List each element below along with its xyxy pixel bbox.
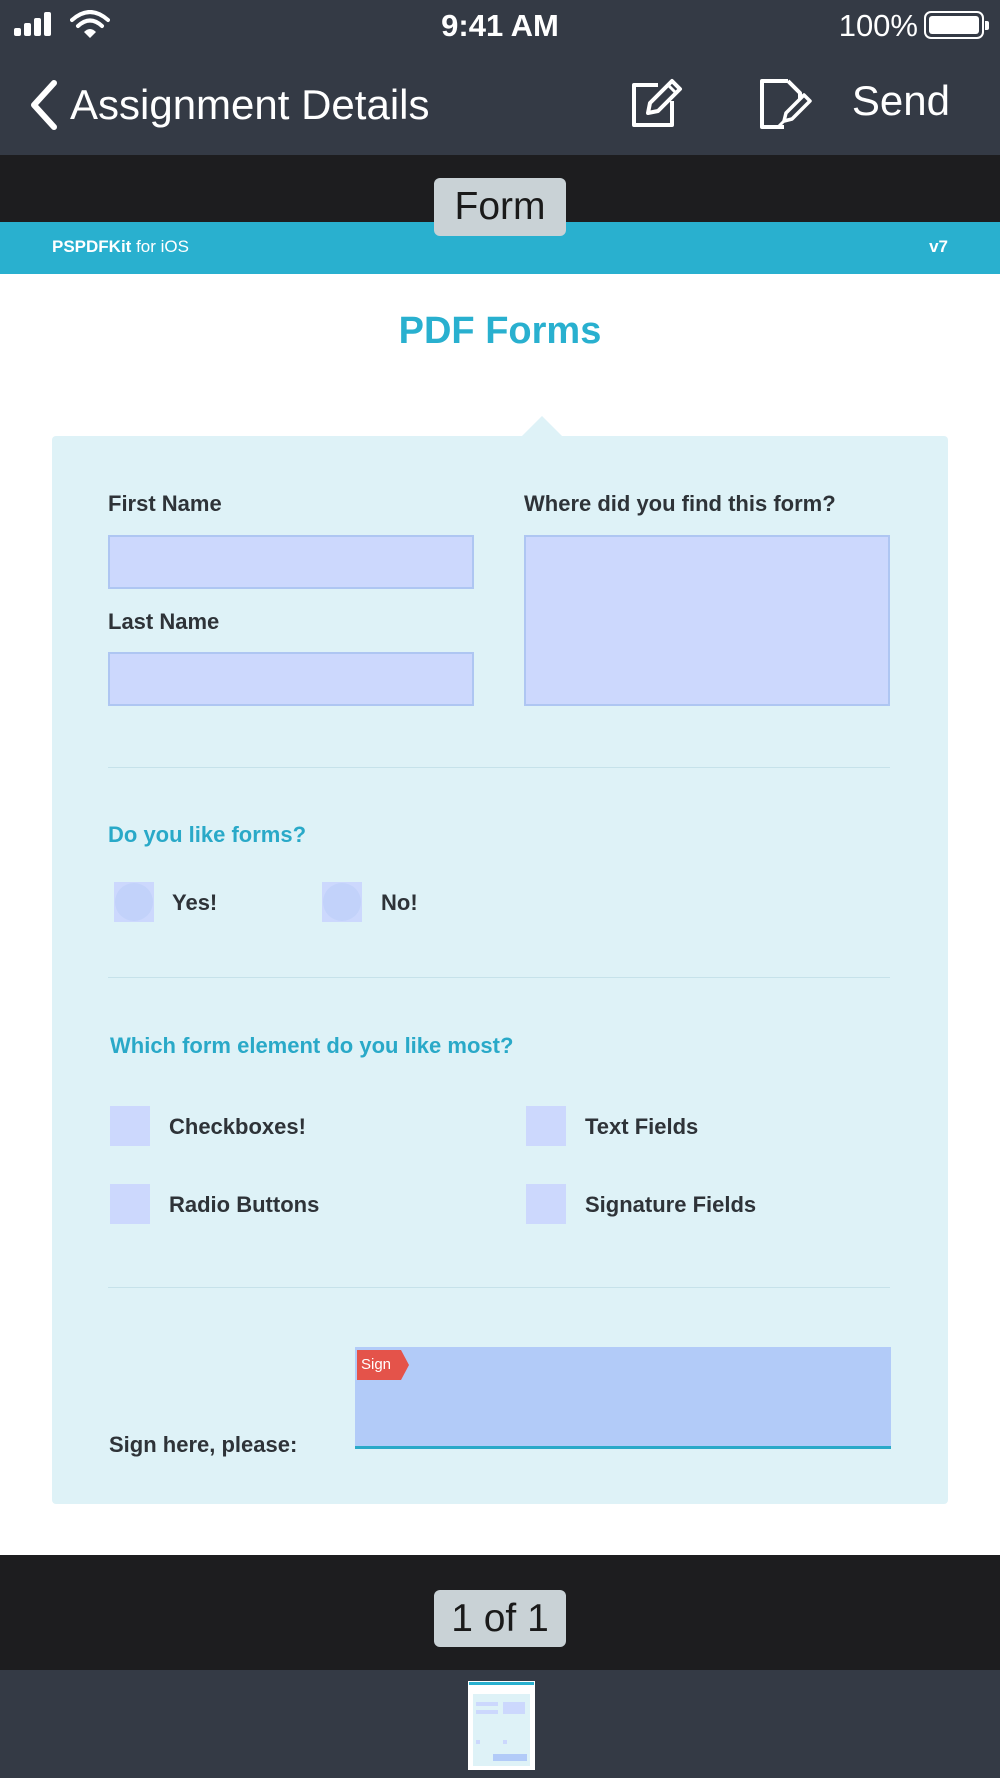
text-fields-label: Text Fields (585, 1114, 699, 1139)
banner-version: v7 (929, 237, 948, 256)
page-indicator: 1 of 1 (434, 1590, 566, 1647)
navigation-bar (0, 55, 1000, 155)
signature-fields-label: Signature Fields (585, 1192, 757, 1217)
sign-document-icon[interactable] (754, 73, 814, 133)
chevron-left-icon (28, 79, 58, 131)
battery-icon (924, 11, 984, 39)
first-name-label: First Name (108, 491, 222, 516)
back-button[interactable] (28, 75, 429, 135)
page-thumbnail[interactable] (468, 1681, 535, 1770)
form-element-question: Which form element do you like most? (110, 1033, 514, 1058)
last-name-field[interactable] (108, 652, 474, 706)
status-time: 9:41 AM (441, 8, 559, 43)
checkboxes-label: Checkboxes! (169, 1114, 306, 1139)
battery-percent: 100% (838, 8, 918, 43)
divider (108, 977, 890, 978)
sign-label: Sign here, please: (109, 1432, 298, 1457)
banner-brand: PSPDFKit for iOS (52, 237, 189, 256)
send-button[interactable]: Send (851, 77, 950, 124)
annotate-icon[interactable] (624, 73, 684, 133)
radio-yes[interactable] (114, 882, 154, 922)
option-yes-label: Yes! (172, 890, 218, 915)
last-name-label: Last Name (108, 609, 220, 634)
top-bar (0, 0, 1000, 155)
sign-tag: Sign (357, 1350, 401, 1380)
page-title: PDF Forms (398, 310, 602, 352)
checkbox-checkboxes[interactable] (110, 1106, 150, 1146)
pdf-page[interactable] (0, 222, 1000, 1555)
document-title-pill: Form (434, 178, 566, 236)
radio-buttons-label: Radio Buttons (169, 1192, 320, 1217)
thumbnail-bar (0, 1670, 1000, 1778)
checkbox-radio-buttons[interactable] (110, 1184, 150, 1224)
checkbox-text-fields[interactable] (526, 1106, 566, 1146)
form-card (52, 436, 948, 1504)
divider (108, 767, 890, 768)
divider (108, 1287, 890, 1288)
where-found-label: Where did you find this form? (524, 491, 836, 516)
where-found-field[interactable] (524, 535, 890, 706)
first-name-field[interactable] (108, 535, 474, 589)
checkbox-signature-fields[interactable] (526, 1184, 566, 1224)
option-no-label: No! (381, 890, 418, 915)
radio-no[interactable] (322, 882, 362, 922)
status-bar (0, 0, 1000, 50)
like-forms-question: Do you like forms? (108, 822, 307, 847)
signature-field[interactable] (355, 1347, 891, 1449)
back-label: Assignment Details (70, 81, 430, 128)
